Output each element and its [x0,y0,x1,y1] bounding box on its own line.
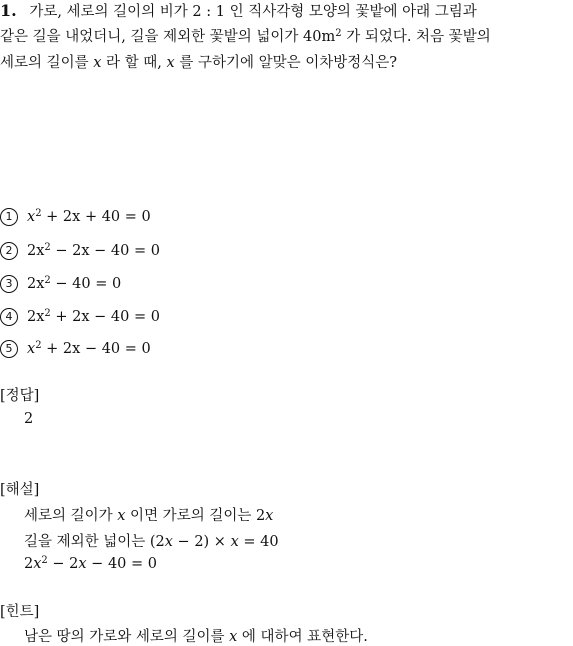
choice-4-b: + 2x − 40 = 0 [50,309,160,325]
question-var-x2: x [166,55,175,71]
question-text-2a: 같은 길을 내었더니, 길을 제외한 꽃밭의 넓이가 40m [0,29,336,45]
choice-3-a: 2x [27,276,45,292]
choice-marker-2: 2 [0,242,18,260]
question-line-2 [0,25,491,46]
explanation-2-var2: x [230,534,239,550]
explanation-3-var2: x [78,556,87,572]
explanation-line-1 [24,504,273,525]
hint-1b: 에 대하여 표현한다. [237,629,368,645]
hint-1a: 남은 땅의 가로와 세로의 길이를 [24,629,230,645]
choice-marker-3: 3 [0,275,18,293]
question-text-2-sup: 2 [335,28,342,39]
answer-title: [정답] [0,388,40,404]
explanation-1-var: x [117,508,126,524]
question-number: 1. [0,1,17,20]
question-var-x1: x [93,55,102,71]
explanation-3-var: x [33,556,42,572]
explanation-2a: 길을 제외한 넓이는 (2 [24,534,165,550]
choice-3[interactable] [0,275,121,293]
explanation-3a: 2 [24,556,34,572]
question-text-3a: 세로의 길이를 [0,55,94,71]
explanation-2c: = 40 [238,534,279,550]
choice-2-a: 2x [27,243,45,259]
choice-1-sup: 2 [35,208,42,219]
question-text-1: 가로, 세로의 길이의 비가 2 : 1 인 직사각형 모양의 꽃밭에 아래 그림과 [29,4,477,20]
choice-5[interactable] [0,340,151,358]
explanation-3c: − 40 = 0 [86,556,157,572]
explanation-line-3 [24,556,157,572]
explanation-line-2 [24,530,279,551]
question-text-3c: 를 구하기에 알맞은 이차방정식은? [174,55,398,71]
explanation-3b: − 2 [47,556,79,572]
choice-1-a: x [27,209,36,225]
question-text-2b: 가 되었다. 처음 꽃밭의 [341,29,491,45]
choice-5-b: + 2x − 40 = 0 [41,341,151,357]
question-line-3 [0,51,397,72]
explanation-1a: 세로의 길이가 [24,508,118,524]
explanation-1b: 이면 가로의 길이는 2 [125,508,266,524]
question-line-1 [0,0,477,21]
choice-4-a: 2x [27,309,45,325]
hint-1-var: x [229,629,238,645]
choice-marker-4: 4 [0,308,18,326]
figure-area [0,100,573,200]
choice-1[interactable] [0,208,151,226]
explanation-2b: − 2) × [172,534,231,550]
question-text-3b: 라 할 때, [101,55,167,71]
explanation-title: [해설] [0,482,40,498]
choice-4[interactable] [0,308,160,326]
choice-3-sup: 2 [44,275,51,286]
explanation-1-var2: x [265,508,274,524]
hint-line-1 [24,625,368,646]
choice-marker-5: 5 [0,340,18,358]
hint-title: [힌트] [0,604,40,620]
answer-value: 2 [24,411,34,427]
choice-4-sup: 2 [44,308,51,319]
choice-2-sup: 2 [44,242,51,253]
choice-5-a: x [27,341,36,357]
choice-1-b: + 2x + 40 = 0 [41,209,151,225]
choice-2-b: − 2x − 40 = 0 [50,243,160,259]
choice-5-sup: 2 [35,340,42,351]
choice-2[interactable] [0,242,160,260]
explanation-2-var: x [164,534,173,550]
choice-3-b: − 40 = 0 [50,276,122,292]
explanation-3-sup: 2 [41,555,48,566]
choice-marker-1: 1 [0,208,18,226]
